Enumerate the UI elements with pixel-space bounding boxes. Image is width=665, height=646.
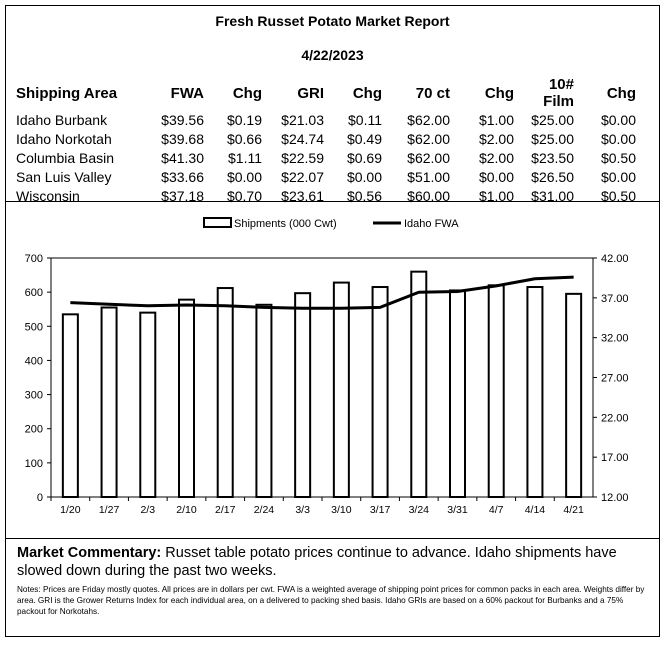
- legend-shipments-label: Shipments (000 Cwt): [234, 218, 337, 230]
- x-axis-tick-label: 3/3: [295, 504, 310, 516]
- header-70ct-chg: Chg: [484, 84, 514, 102]
- price-cell: $25.00: [531, 130, 574, 147]
- legend-fwa-label: Idaho FWA: [404, 218, 459, 230]
- x-axis-tick-label: 3/24: [408, 504, 430, 516]
- price-cell: $1.00: [478, 111, 514, 128]
- header-fwa-chg: Chg: [232, 84, 262, 102]
- shipment-bar: [373, 287, 388, 497]
- right-axis-tick-label: 12.00: [601, 492, 629, 504]
- price-cell: $22.07: [281, 168, 324, 185]
- price-cell: $0.69: [346, 149, 382, 166]
- plot-area: [51, 258, 593, 497]
- legend-bar-swatch: [204, 218, 231, 227]
- price-cell: $21.03: [281, 111, 324, 128]
- price-cell: $62.00: [407, 149, 450, 166]
- price-table: [16, 76, 636, 205]
- price-cell: $62.00: [407, 111, 450, 128]
- report-date: 4/22/2023: [301, 47, 364, 63]
- shipment-bar: [218, 288, 233, 497]
- x-axis-tick-label: 2/3: [140, 504, 156, 516]
- price-cell: $0.00: [346, 168, 382, 185]
- shipment-bar: [140, 313, 155, 497]
- report-notes: Notes: Prices are Friday mostly quotes. All prices are in dollars per cwt. FWA is a weighted average of shipping point prices for common packs in each area. Weights differ by area. GRI is the Grower Returns Index for each individual area, on a delivered to packing shed basis. Idaho GRIs are based on a 60% packout for Burbanks and a 75% packout for Norkotahs.: [17, 585, 645, 616]
- shipment-bar: [179, 300, 194, 497]
- x-axis-tick-label: 4/7: [488, 504, 504, 516]
- header-fwa: FWA: [170, 84, 204, 102]
- table-row: [16, 129, 636, 148]
- price-cell: $0.70: [226, 187, 262, 204]
- shipping-area-cell: Columbia Basin: [16, 149, 115, 166]
- commentary-label: Market Commentary:: [17, 545, 162, 561]
- header-shipping-area: Shipping Area: [16, 84, 118, 102]
- table-row: [16, 167, 636, 186]
- shipment-bar: [256, 305, 271, 497]
- price-cell: $0.00: [478, 168, 514, 185]
- header-gri: GRI: [297, 84, 324, 102]
- price-cell: $1.11: [228, 149, 262, 166]
- price-cell: $0.19: [226, 111, 262, 128]
- x-axis-tick-label: 2/24: [253, 504, 275, 516]
- price-cell: $0.00: [600, 130, 636, 147]
- shipment-bar: [411, 272, 426, 497]
- left-axis-tick-label: 100: [24, 457, 43, 470]
- x-axis-tick-label: 1/27: [98, 504, 120, 516]
- shipment-bar: [63, 314, 78, 497]
- shipment-bar: [527, 287, 542, 497]
- price-cell: $0.50: [600, 149, 636, 166]
- left-axis-tick-label: 700: [24, 253, 43, 265]
- right-axis-tick-label: 37.00: [601, 292, 629, 305]
- table-row: [16, 110, 636, 129]
- price-cell: $39.68: [161, 130, 204, 147]
- table-chart-divider: [5, 201, 660, 202]
- header-10lb-film: 10# Film: [543, 76, 574, 110]
- price-cell: $2.00: [478, 149, 514, 166]
- table-row: [16, 148, 636, 167]
- right-axis-tick-label: 22.00: [601, 412, 629, 425]
- right-axis-tick-label: 27.00: [601, 372, 629, 385]
- shipment-bar: [102, 308, 117, 497]
- price-cell: $24.74: [281, 130, 324, 147]
- shipment-bar: [334, 283, 349, 497]
- right-axis-tick-label: 17.00: [601, 452, 629, 465]
- x-axis-tick-label: 2/10: [176, 504, 197, 516]
- price-cell: $31.00: [531, 187, 574, 204]
- x-axis-tick-label: 3/17: [369, 504, 391, 516]
- table-header-row: [16, 76, 636, 110]
- price-cell: $23.61: [281, 187, 324, 204]
- x-axis-tick-label: 3/31: [447, 504, 468, 516]
- x-axis-tick-label: 4/14: [524, 504, 546, 516]
- price-cell: $0.11: [348, 111, 382, 128]
- table-row: [16, 186, 636, 205]
- header-10lb-film-chg: Chg: [606, 84, 636, 102]
- price-cell: $62.00: [407, 130, 450, 147]
- shipment-bar: [566, 294, 581, 497]
- shipments-fwa-chart: [6, 205, 659, 541]
- shipping-area-cell: Wisconsin: [16, 187, 80, 204]
- left-axis-tick-label: 300: [24, 389, 43, 402]
- price-cell: $22.59: [281, 149, 324, 166]
- right-axis-tick-label: 32.00: [601, 332, 629, 345]
- commentary-text: Russet table potato prices continue to advance. Idaho shipments have slowed down during the past two weeks.: [17, 545, 617, 579]
- market-commentary: [17, 544, 647, 580]
- header-70ct: 70 ct: [415, 84, 450, 102]
- price-cell: $0.00: [600, 111, 636, 128]
- x-axis-tick-label: 4/21: [563, 504, 584, 516]
- price-cell: $0.49: [346, 130, 382, 147]
- price-cell: $0.00: [226, 168, 262, 185]
- price-cell: $26.50: [531, 168, 574, 185]
- price-cell: $0.50: [600, 187, 636, 204]
- x-axis-tick-label: 3/10: [331, 504, 352, 516]
- x-axis-tick-label: 1/20: [60, 504, 81, 516]
- header-gri-chg: Chg: [352, 84, 382, 102]
- price-cell: $60.00: [407, 187, 450, 204]
- price-cell: $33.66: [161, 168, 204, 185]
- shipping-area-cell: San Luis Valley: [16, 168, 112, 185]
- left-axis-tick-label: 600: [24, 287, 43, 300]
- price-cell: $25.00: [531, 111, 574, 128]
- report-title: Fresh Russet Potato Market Report: [215, 13, 450, 29]
- price-cell: $0.56: [346, 187, 382, 204]
- shipment-bar: [295, 293, 310, 497]
- left-axis-tick-label: 500: [24, 321, 43, 334]
- shipping-area-cell: Idaho Norkotah: [16, 130, 112, 147]
- right-axis-tick-label: 42.00: [601, 253, 629, 265]
- chart-commentary-divider: [5, 538, 660, 539]
- price-cell: $0.66: [226, 130, 262, 147]
- price-cell: $1.00: [478, 187, 514, 204]
- shipment-bar: [489, 285, 504, 497]
- price-cell: $51.00: [407, 168, 450, 185]
- left-axis-tick-label: 0: [36, 492, 43, 504]
- price-cell: $37.18: [161, 187, 204, 204]
- left-axis-tick-label: 400: [24, 355, 43, 368]
- price-cell: $2.00: [478, 130, 514, 147]
- price-cell: $39.56: [161, 111, 204, 128]
- x-axis-tick-label: 2/17: [214, 504, 236, 516]
- price-cell: $23.50: [531, 149, 574, 166]
- left-axis-tick-label: 200: [24, 423, 43, 436]
- shipping-area-cell: Idaho Burbank: [16, 111, 108, 128]
- price-cell: $41.30: [161, 149, 204, 166]
- price-cell: $0.00: [600, 168, 636, 185]
- shipment-bar: [450, 290, 465, 497]
